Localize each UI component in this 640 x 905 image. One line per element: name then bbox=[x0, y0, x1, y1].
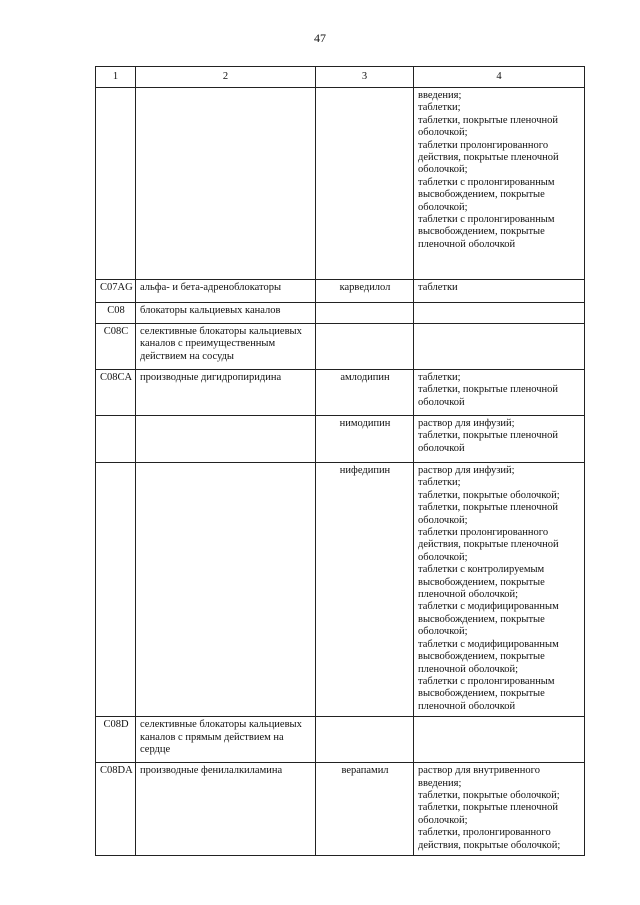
group-name-cell: блокаторы кальциевых каналов bbox=[136, 303, 316, 324]
table-row bbox=[96, 463, 585, 717]
drug-name-cell: нифедипин bbox=[316, 463, 414, 717]
group-name-cell bbox=[136, 88, 316, 280]
header-row bbox=[96, 67, 585, 88]
table-row bbox=[96, 370, 585, 416]
drug-name-cell: верапамил bbox=[316, 763, 414, 856]
drug-name-cell bbox=[316, 88, 414, 280]
group-name-cell: селективные блокаторы кальциевых каналов с прямым действием на сердце bbox=[136, 717, 316, 763]
table-row bbox=[96, 324, 585, 370]
atc-code-cell: C08 bbox=[96, 303, 136, 324]
atc-code-cell: C08CA bbox=[96, 370, 136, 416]
drug-table bbox=[95, 66, 585, 856]
group-name-cell: производные фенилалкиламина bbox=[136, 763, 316, 856]
drug-name-cell bbox=[316, 303, 414, 324]
atc-code-cell: C08C bbox=[96, 324, 136, 370]
group-name-cell bbox=[136, 463, 316, 717]
column-header-3: 3 bbox=[316, 67, 414, 88]
atc-code-cell bbox=[96, 463, 136, 717]
drug-name-cell: карведилол bbox=[316, 280, 414, 303]
dosage-forms-cell: таблетки bbox=[414, 280, 585, 303]
dosage-forms-cell: таблетки; таблетки, покрытые пленочной оболочкой bbox=[414, 370, 585, 416]
column-header-4: 4 bbox=[414, 67, 585, 88]
drug-name-cell bbox=[316, 717, 414, 763]
atc-code-cell bbox=[96, 416, 136, 463]
table-row bbox=[96, 717, 585, 763]
drug-name-cell: амлодипин bbox=[316, 370, 414, 416]
group-name-cell: селективные блокаторы кальциевых каналов с преимущественным действием на сосуды bbox=[136, 324, 316, 370]
dosage-forms-cell: раствор для внутривенного введения; таблетки, покрытые оболочкой; таблетки, покрытые пленочной оболочкой; таблетки, пролонгированного действия, покрытые оболочкой; bbox=[414, 763, 585, 856]
atc-code-cell bbox=[96, 88, 136, 280]
table-row bbox=[96, 88, 585, 280]
atc-code-cell: C08D bbox=[96, 717, 136, 763]
group-name-cell: альфа- и бета-адреноблокаторы bbox=[136, 280, 316, 303]
group-name-cell bbox=[136, 416, 316, 463]
dosage-forms-cell: раствор для инфузий; таблетки; таблетки, покрытые оболочкой; таблетки, покрытые пленочной оболочкой; таблетки пролонгированного действия, покрытые пленочной оболочкой; таблетки с контролируемым высвобождением, покрытые пленочной оболочкой; таблетки с модифицированным высвобождением, покрытые оболочкой; таблетки с модифицированным высвобождением, покрытые пленочной оболочкой; таблетки с пролонгированным высвобождением, покрытые пленочной оболочкой bbox=[414, 463, 585, 717]
page-number: 47 bbox=[314, 31, 326, 45]
table-row bbox=[96, 303, 585, 324]
atc-code-cell: C08DA bbox=[96, 763, 136, 856]
dosage-forms-cell bbox=[414, 324, 585, 370]
dosage-forms-cell: введения; таблетки; таблетки, покрытые пленочной оболочкой; таблетки пролонгированного действия, покрытые пленочной оболочкой; таблетки с пролонгированным высвобождением, покрытые оболочкой; таблетки с пролонгированным высвобождением, покрытые пленочной оболочкой bbox=[414, 88, 585, 280]
atc-code-cell: C07AG bbox=[96, 280, 136, 303]
column-header-1: 1 bbox=[96, 67, 136, 88]
column-header-2: 2 bbox=[136, 67, 316, 88]
dosage-forms-cell bbox=[414, 303, 585, 324]
drug-name-cell: нимодипин bbox=[316, 416, 414, 463]
table-row bbox=[96, 280, 585, 303]
table-row bbox=[96, 416, 585, 463]
dosage-forms-cell: раствор для инфузий; таблетки, покрытые пленочной оболочкой bbox=[414, 416, 585, 463]
drug-name-cell bbox=[316, 324, 414, 370]
dosage-forms-cell bbox=[414, 717, 585, 763]
table-row bbox=[96, 763, 585, 856]
group-name-cell: производные дигидропиридина bbox=[136, 370, 316, 416]
